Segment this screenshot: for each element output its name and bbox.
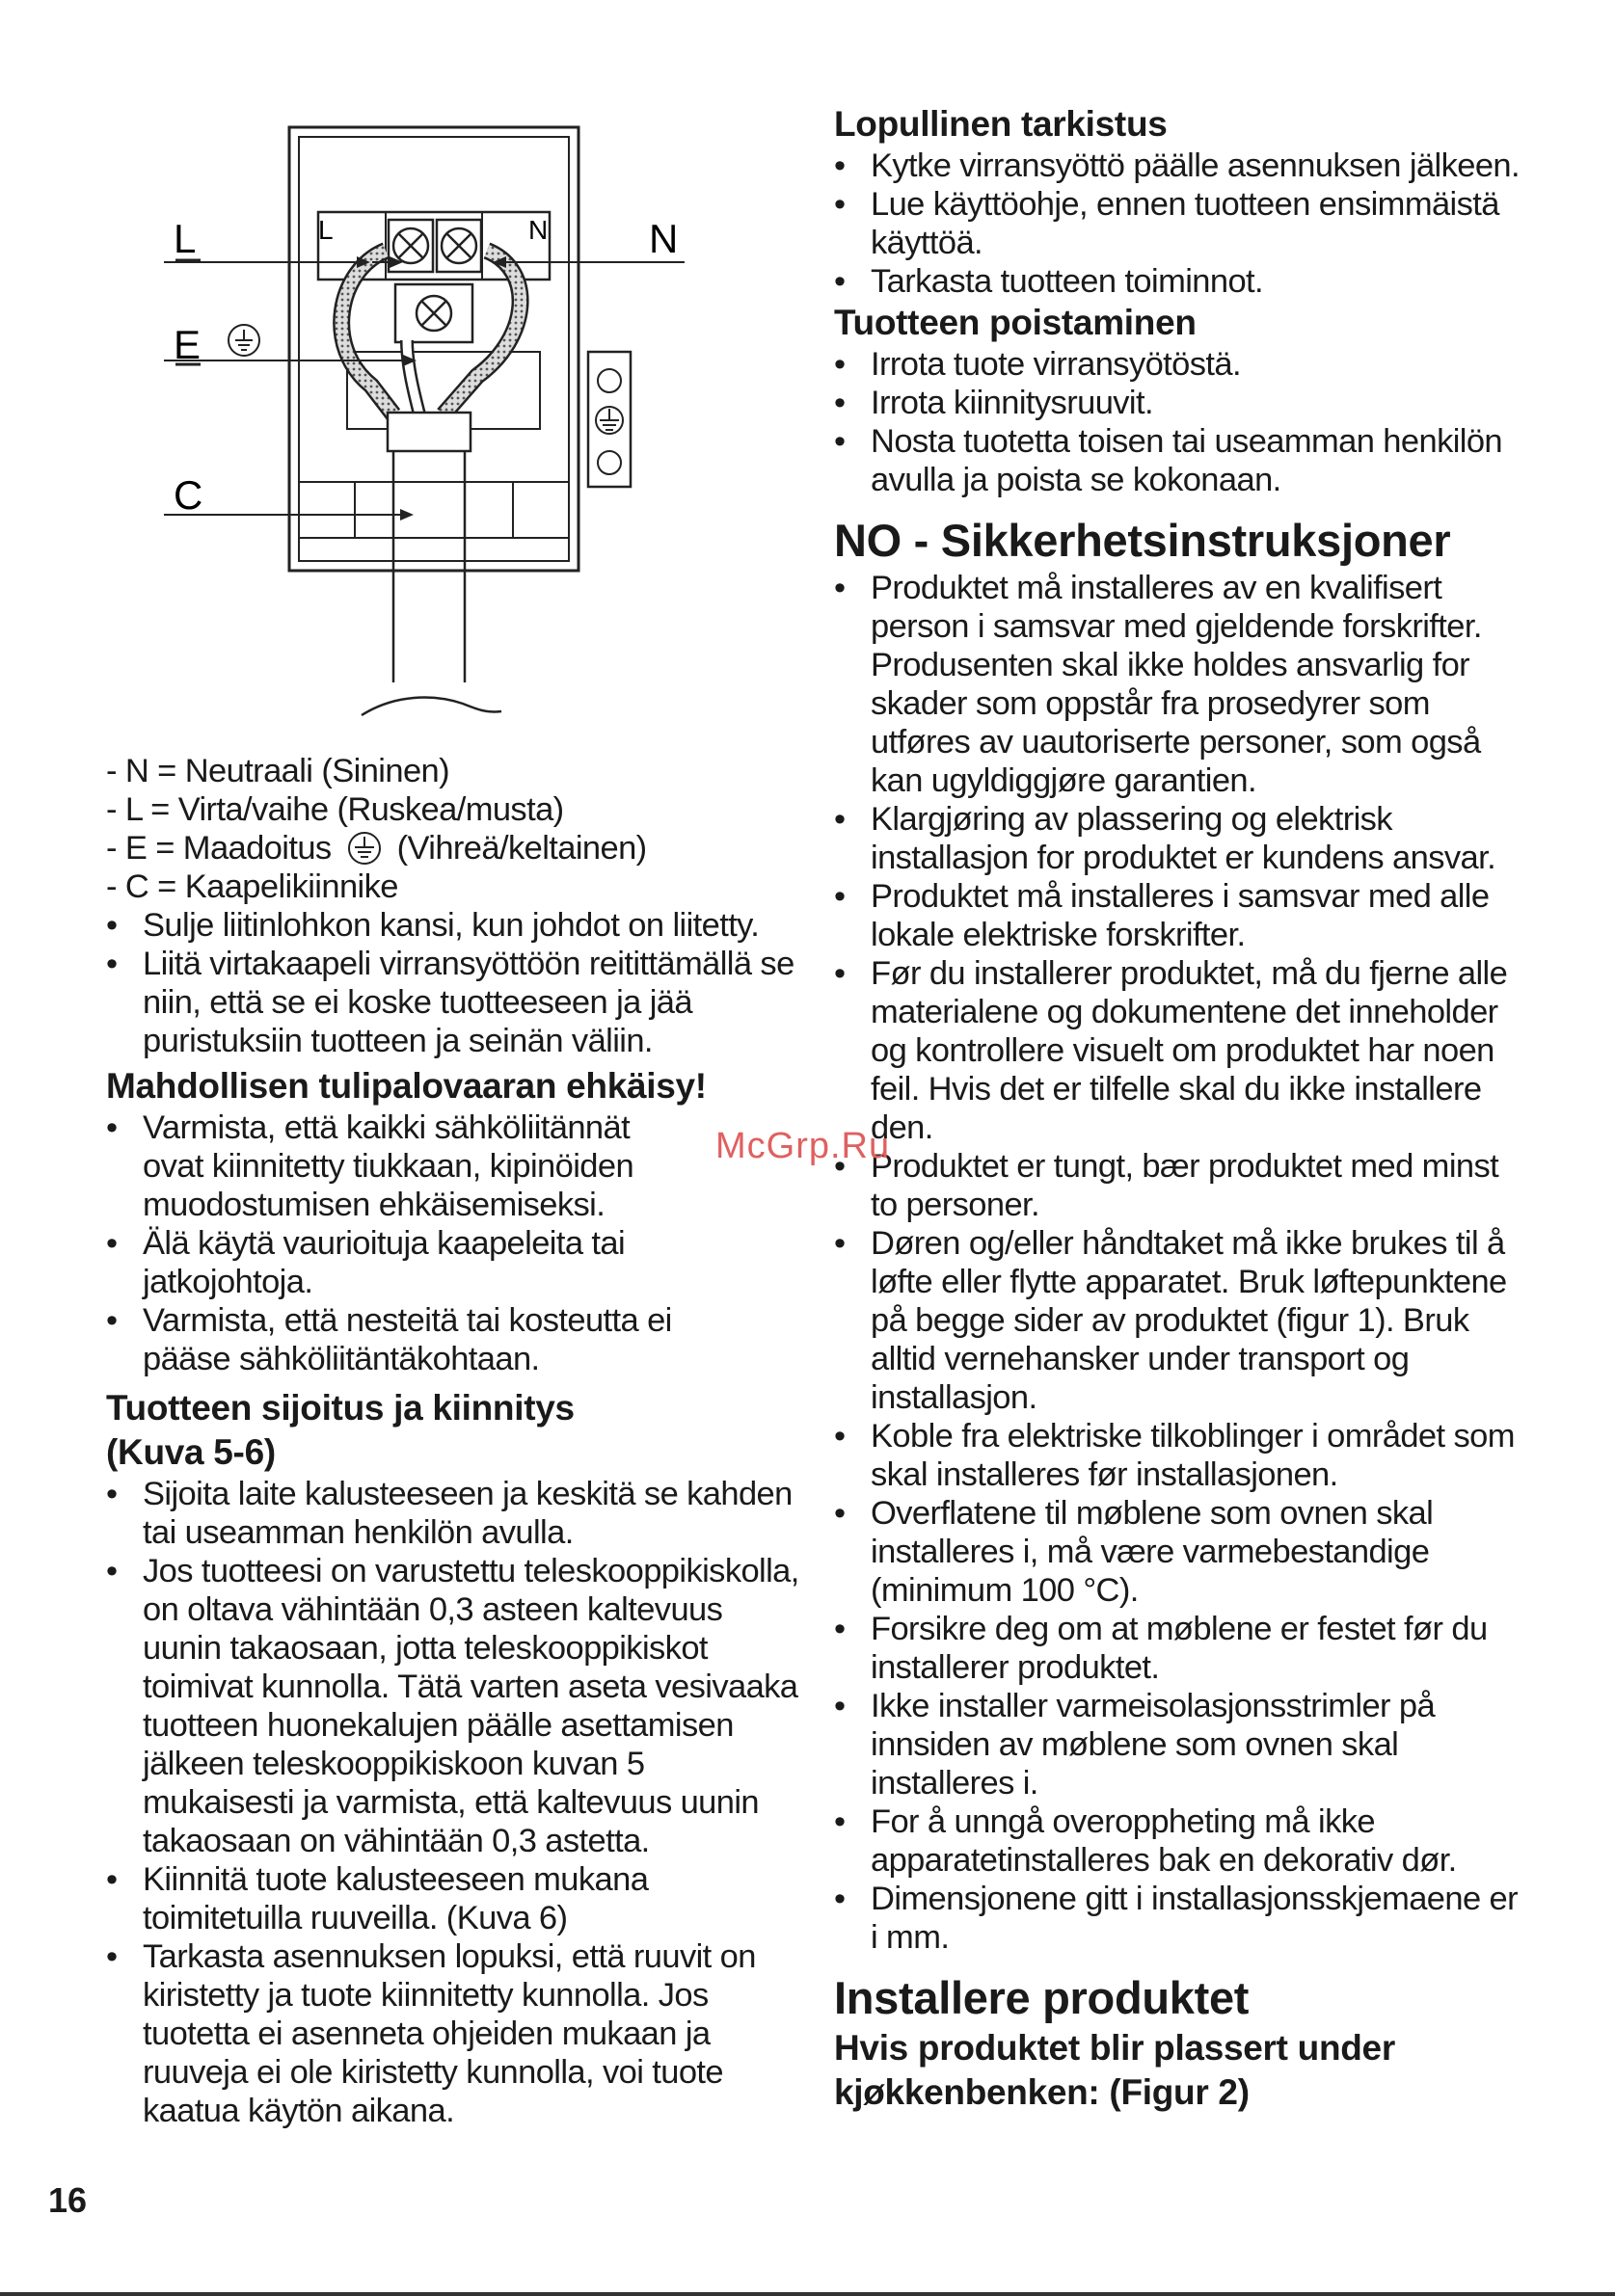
list-item: • Sijoita laite kalusteeseen ja keskitä se kahden tai useamman henkilön avulla. bbox=[106, 1475, 800, 1552]
bullet-list bbox=[834, 569, 1528, 1957]
watermark: McGrp.Ru bbox=[715, 1126, 891, 1166]
bullet-list bbox=[106, 1108, 800, 1378]
terminal-block-diagram bbox=[154, 106, 694, 733]
list-item: • Forsikre deg om at møblene er festet før du installerer produktet. bbox=[834, 1610, 1528, 1687]
heading-line: Hvis produktet blir plassert under bbox=[834, 2028, 1395, 2068]
label-e: E bbox=[174, 322, 202, 367]
list-item: • Overflatene til møblene som ovnen skal installeres i, må være varmebestandige (minimum 100 °C). bbox=[834, 1494, 1528, 1610]
legend-item bbox=[106, 790, 800, 829]
list-item: • Tarkasta asennuksen lopuksi, että ruuvit on kiristetty ja tuote kiinnitetty kunnolla. Jos tuotetta ei asenneta ohjeiden mukaan ja ruuveja ei ole kiristetty kunnolla, voi tuote kaatua käytön aikana. bbox=[106, 1937, 800, 2130]
screw-n bbox=[437, 220, 481, 272]
list-item: • Kiinnitä tuote kalusteeseen mukana toimitetuilla ruuveilla. (Kuva 6) bbox=[106, 1860, 800, 1937]
list-item: • Varmista, että kaikki sähköliitännät ovat kiinnitetty tiukkaan, kipinöiden muodostumisen ehkäisemiseksi. bbox=[106, 1108, 800, 1224]
list-item: • Irrota kiinnitysruuvit. bbox=[834, 384, 1528, 422]
legend-text: - C = Kaapelikiinnike bbox=[106, 868, 398, 905]
screw-e bbox=[395, 284, 472, 342]
list-item: • Varmista, että nesteitä tai kosteutta ei pääse sähköliitäntäkohtaan. bbox=[106, 1301, 800, 1378]
terminal-label-l: L bbox=[318, 215, 334, 245]
heading-line: Tuotteen sijoitus ja kiinnitys bbox=[106, 1388, 575, 1428]
list-item: • Døren og/eller håndtaket må ikke brukes til å løfte eller flytte apparatet. Bruk løftepunktene på begge sider av produktet (figur 1). Bruk alltid vernehansker under transport og installasjon. bbox=[834, 1224, 1528, 1417]
list-item: • Lue käyttöohje, ennen tuotteen ensimmäistä käyttöä. bbox=[834, 185, 1528, 262]
section-heading: Lopullinen tarkistus bbox=[834, 104, 1168, 144]
list-item: • Koble fra elektriske tilkoblinger i området som skal installeres før installasjonen. bbox=[834, 1417, 1528, 1494]
page-number: 16 bbox=[48, 2180, 88, 2220]
list-item: • Jos tuotteesi on varustettu teleskooppikiskolla, on oltava vähintään 0,3 asteen kaltevuus uunin takaosaan, jotta teleskooppikiskot toimivat kunnolla. Tätä varten aseta vesivaaka tuotteen huonekalujen päälle asettamisen jälkeen teleskooppikiskoon kuvan 5 mukaisesti ja varmista, että kaltevuus uunin takaosaan on vähintään 0,3 astetta. bbox=[106, 1552, 800, 1860]
list-item: • Tarkasta tuotteen toiminnot. bbox=[834, 262, 1528, 301]
list-item: • Kytke virransyöttö päälle asennuksen jälkeen. bbox=[834, 147, 1528, 185]
label-c: C bbox=[174, 472, 203, 518]
list-item: • Sulje liitinlohkon kansi, kun johdot on liitetty. bbox=[106, 906, 800, 945]
bullet-list bbox=[106, 1475, 800, 2130]
section-title: Installere produktet bbox=[834, 1972, 1250, 2023]
right-column bbox=[834, 102, 1528, 2115]
wire-legend bbox=[106, 752, 800, 906]
legend-item bbox=[106, 868, 800, 906]
list-item: • Älä käytä vaurioituja kaapeleita tai jatkojohtoja. bbox=[106, 1224, 800, 1301]
list-item: • Produktet er tungt, bær produktet med minst to personer. bbox=[834, 1147, 1528, 1224]
terminal-label-n: N bbox=[528, 215, 549, 245]
list-item: • Dimensjonene gitt i installasjonsskjemaene er i mm. bbox=[834, 1880, 1528, 1957]
section-title: NO - Sikkerhetsinstruksjoner bbox=[834, 515, 1451, 566]
list-item: • For å unngå overoppheting må ikke apparatetinstalleres bak en dekorativ dør. bbox=[834, 1802, 1528, 1880]
list-item: • Liitä virtakaapeli virransyöttöön reitittämällä se niin, että se ei koske tuotteeseen ja jää puristuksiin tuotteen ja seinän väliin. bbox=[106, 945, 800, 1060]
bullet-list bbox=[834, 147, 1528, 301]
list-item: • Produktet må installeres av en kvalifisert person i samsvar med gjeldende forskrifter. Produsenten skal ikke holdes ansvarlig for skader som oppstår fra prosedyrer som utføres av uautoriserte personer, som også kan ugyldiggjøre garantien. bbox=[834, 569, 1528, 800]
label-n: N bbox=[649, 216, 679, 261]
heading-line: kjøkkenbenken: (Figur 2) bbox=[834, 2072, 1250, 2112]
section-heading: Tuotteen poistaminen bbox=[834, 303, 1197, 342]
left-column bbox=[106, 752, 800, 2130]
list-item: • Klargjøring av plassering og elektrisk installasjon for produktet er kundens ansvar. bbox=[834, 800, 1528, 877]
legend-item bbox=[106, 752, 800, 790]
list-item: • Ikke installer varmeisolasjonsstrimler på innsiden av møblene som ovnen skal installeres i. bbox=[834, 1687, 1528, 1802]
legend-text: - L = Virta/vaihe (Ruskea/musta) bbox=[106, 791, 564, 828]
section-heading bbox=[834, 2026, 1528, 2115]
bullet-list bbox=[106, 906, 800, 1060]
bullet-list bbox=[834, 345, 1528, 499]
legend-text: - N = Neutraali (Sininen) bbox=[106, 753, 450, 789]
legend-item bbox=[106, 829, 800, 868]
heading-line: (Kuva 5-6) bbox=[106, 1432, 276, 1472]
section-heading bbox=[106, 1386, 800, 1475]
label-l: L bbox=[174, 216, 197, 261]
list-item: • Produktet må installeres i samsvar med alle lokale elektriske forskrifter. bbox=[834, 877, 1528, 954]
legend-text-suffix: (Vihreä/keltainen) bbox=[396, 830, 647, 867]
list-item: • Nosta tuotetta toisen tai useamman henkilön avulla ja poista se kokonaan. bbox=[834, 422, 1528, 499]
list-item: • Før du installerer produktet, må du fjerne alle materialene og dokumentene det inneholder og kontrollere visuelt om produktet har noen feil. Hvis det er tilfelle skal du ikke installere den. bbox=[834, 954, 1528, 1147]
earth-ground-icon bbox=[346, 830, 383, 867]
section-heading: Mahdollisen tulipalovaaran ehkäisy! bbox=[106, 1066, 707, 1106]
legend-text: - E = Maadoitus bbox=[106, 830, 332, 867]
bottom-rule bbox=[0, 2292, 1615, 2296]
list-item: • Irrota tuote virransyötöstä. bbox=[834, 345, 1528, 384]
